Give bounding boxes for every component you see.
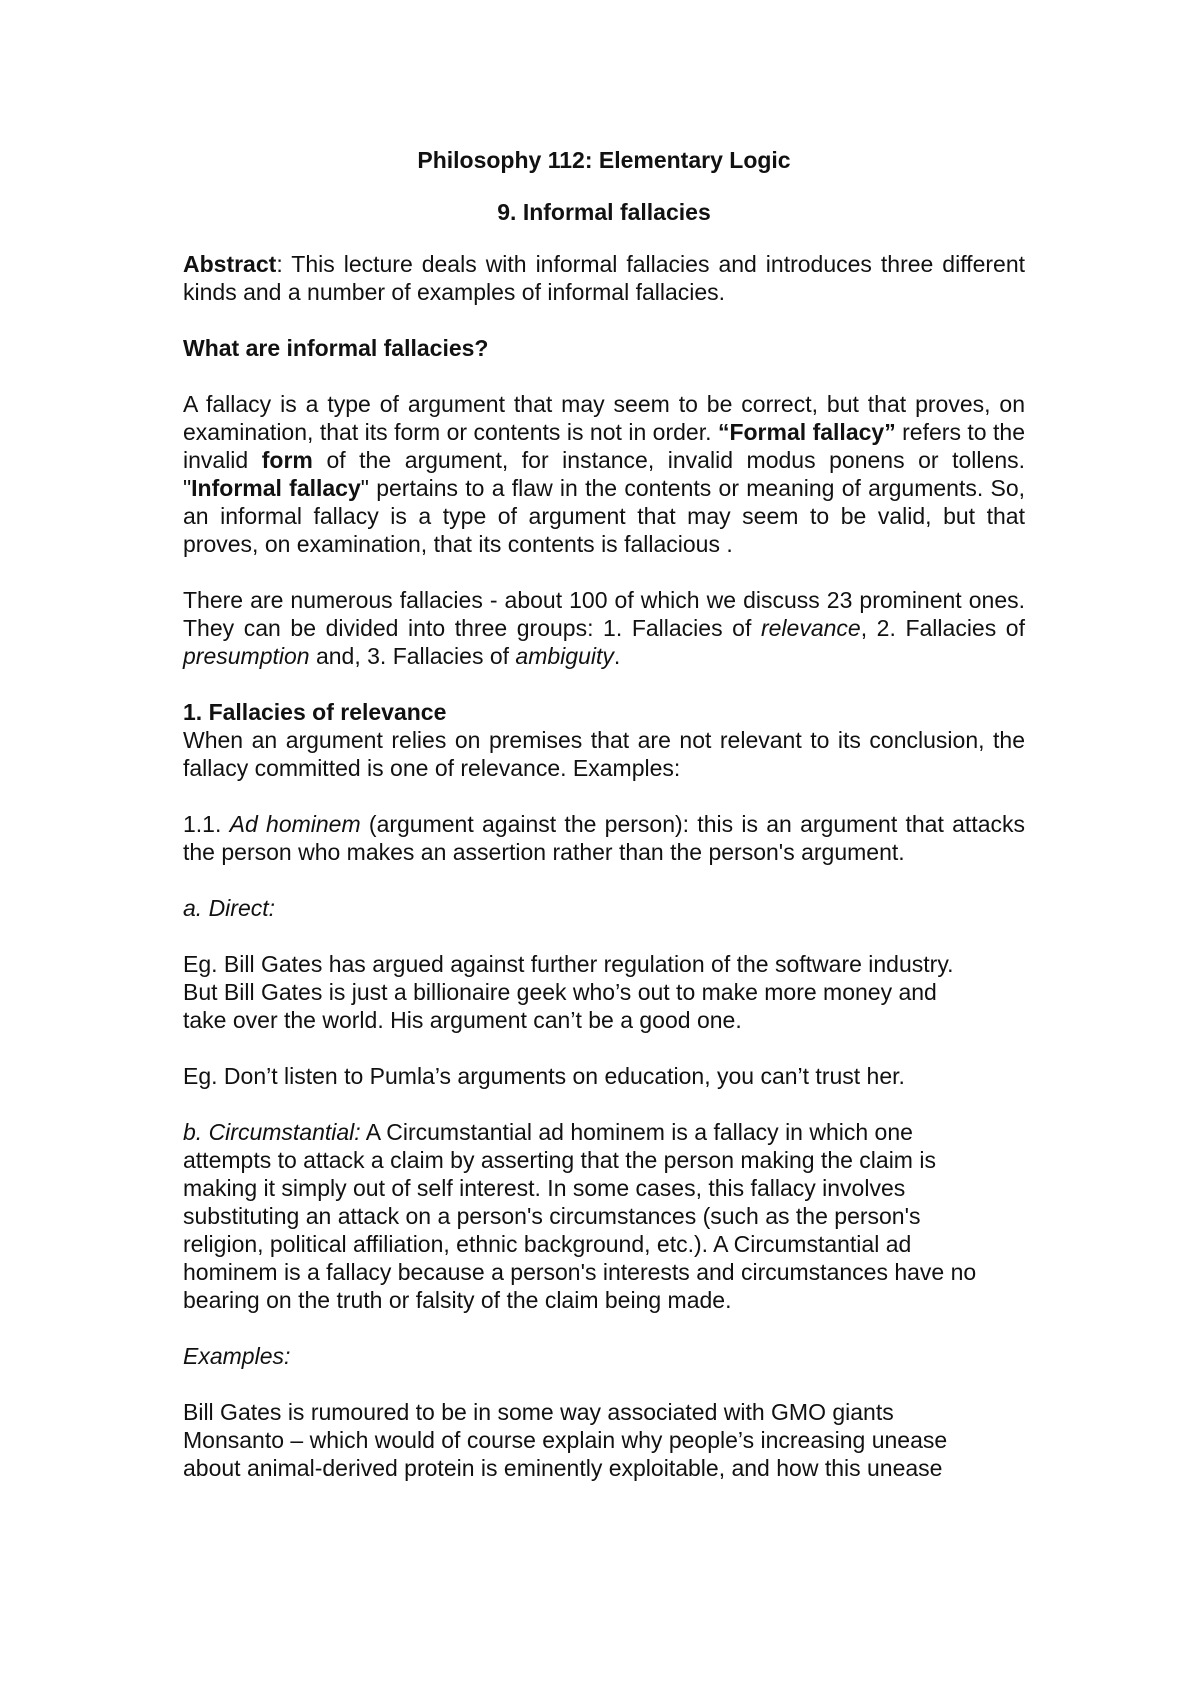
gates-example-line: Monsanto – which would of course explain why people’s increasing unease bbox=[183, 1427, 948, 1453]
formal-fallacy-term: “Formal fallacy” bbox=[717, 419, 896, 445]
gates-example-line: Bill Gates is rumoured to be in some way associated with GMO giants bbox=[183, 1399, 894, 1425]
gates-example-line: about animal-derived protein is eminently exploitable, and how this unease bbox=[183, 1455, 943, 1481]
abstract-label: Abstract bbox=[183, 251, 277, 277]
abstract-paragraph bbox=[183, 250, 1025, 306]
direct-label: a. Direct: bbox=[183, 895, 276, 921]
circumstantial-line: attempts to attack a claim by asserting that the person making the claim is bbox=[183, 1147, 936, 1173]
section-heading-what: What are informal fallacies? bbox=[183, 335, 489, 361]
ad-hominem-term: Ad hominem bbox=[229, 811, 361, 837]
circumstantial-line: religion, political affiliation, ethnic background, etc.). A Circumstantial ad bbox=[183, 1231, 912, 1257]
form-word: form bbox=[261, 447, 313, 473]
circumstantial-paragraph bbox=[183, 1118, 1025, 1314]
gates-example-paragraph bbox=[183, 1398, 1025, 1482]
document-subtitle: 9. Informal fallacies bbox=[497, 199, 711, 225]
circumstantial-line: b. Circumstantial: A Circumstantial ad hominem is a fallacy in which one bbox=[183, 1119, 913, 1145]
circumstantial-line: bearing on the truth or falsity of the claim being made. bbox=[183, 1287, 732, 1313]
fallacy-groups-paragraph: There are numerous fallacies - about 100 of which we discuss 23 prominent ones. They can be divided into three groups: 1. Fallacies of relevance, 2. Fallacies of presumption and, 3. Fallacies of ambiguity. bbox=[183, 587, 1025, 669]
document-page bbox=[183, 146, 1025, 1482]
circumstantial-line: making it simply out of self interest. In some cases, this fallacy involves bbox=[183, 1175, 906, 1201]
example-1 bbox=[183, 950, 1025, 1034]
examples-label: Examples: bbox=[183, 1343, 291, 1369]
circumstantial-label: b. Circumstantial: bbox=[183, 1119, 361, 1145]
relevance-intro-paragraph: When an argument relies on premises that are not relevant to its conclusion, the fallacy committed is one of relevance. Examples: bbox=[183, 727, 1025, 781]
circumstantial-line: hominem is a fallacy because a person's interests and circumstances have no bbox=[183, 1259, 977, 1285]
fallacy-definition-paragraph: A fallacy is a type of argument that may seem to be correct, but that proves, on examination, that its form or contents is not in order. “Formal fallacy” refers to the invalid form of the argument, for instance, invalid modus ponens or tollens. "Informal fallacy" pertains to a flaw in the contents or meaning of arguments. So, an informal fallacy is a type of argument that may seem to be valid, but that proves, on examination, that its contents is fallacious . bbox=[183, 391, 1025, 557]
example-1-line: But Bill Gates is just a billionaire geek who’s out to make more money and bbox=[183, 979, 937, 1005]
circumstantial-line: substituting an attack on a person's circumstances (such as the person's bbox=[183, 1203, 921, 1229]
section-heading-relevance: 1. Fallacies of relevance bbox=[183, 699, 447, 725]
informal-fallacy-term: Informal fallacy bbox=[191, 475, 361, 501]
example-1-line: Eg. Bill Gates has argued against further regulation of the software industry. bbox=[183, 951, 954, 977]
ambiguity-term: ambiguity bbox=[515, 643, 614, 669]
document-title: Philosophy 112: Elementary Logic bbox=[417, 147, 791, 173]
abstract-text: : This lecture deals with informal fallacies and introduces three different kinds and a number of examples of informal fallacies. bbox=[183, 251, 1025, 305]
ad-hominem-paragraph: 1.1. Ad hominem (argument against the person): this is an argument that attacks the person who makes an assertion rather than the person's argument. bbox=[183, 811, 1025, 865]
relevance-term: relevance bbox=[760, 615, 861, 641]
example-1-line: take over the world. His argument can’t be a good one. bbox=[183, 1007, 742, 1033]
presumption-term: presumption bbox=[183, 643, 310, 669]
example-2: Eg. Don’t listen to Pumla’s arguments on education, you can’t trust her. bbox=[183, 1063, 905, 1089]
